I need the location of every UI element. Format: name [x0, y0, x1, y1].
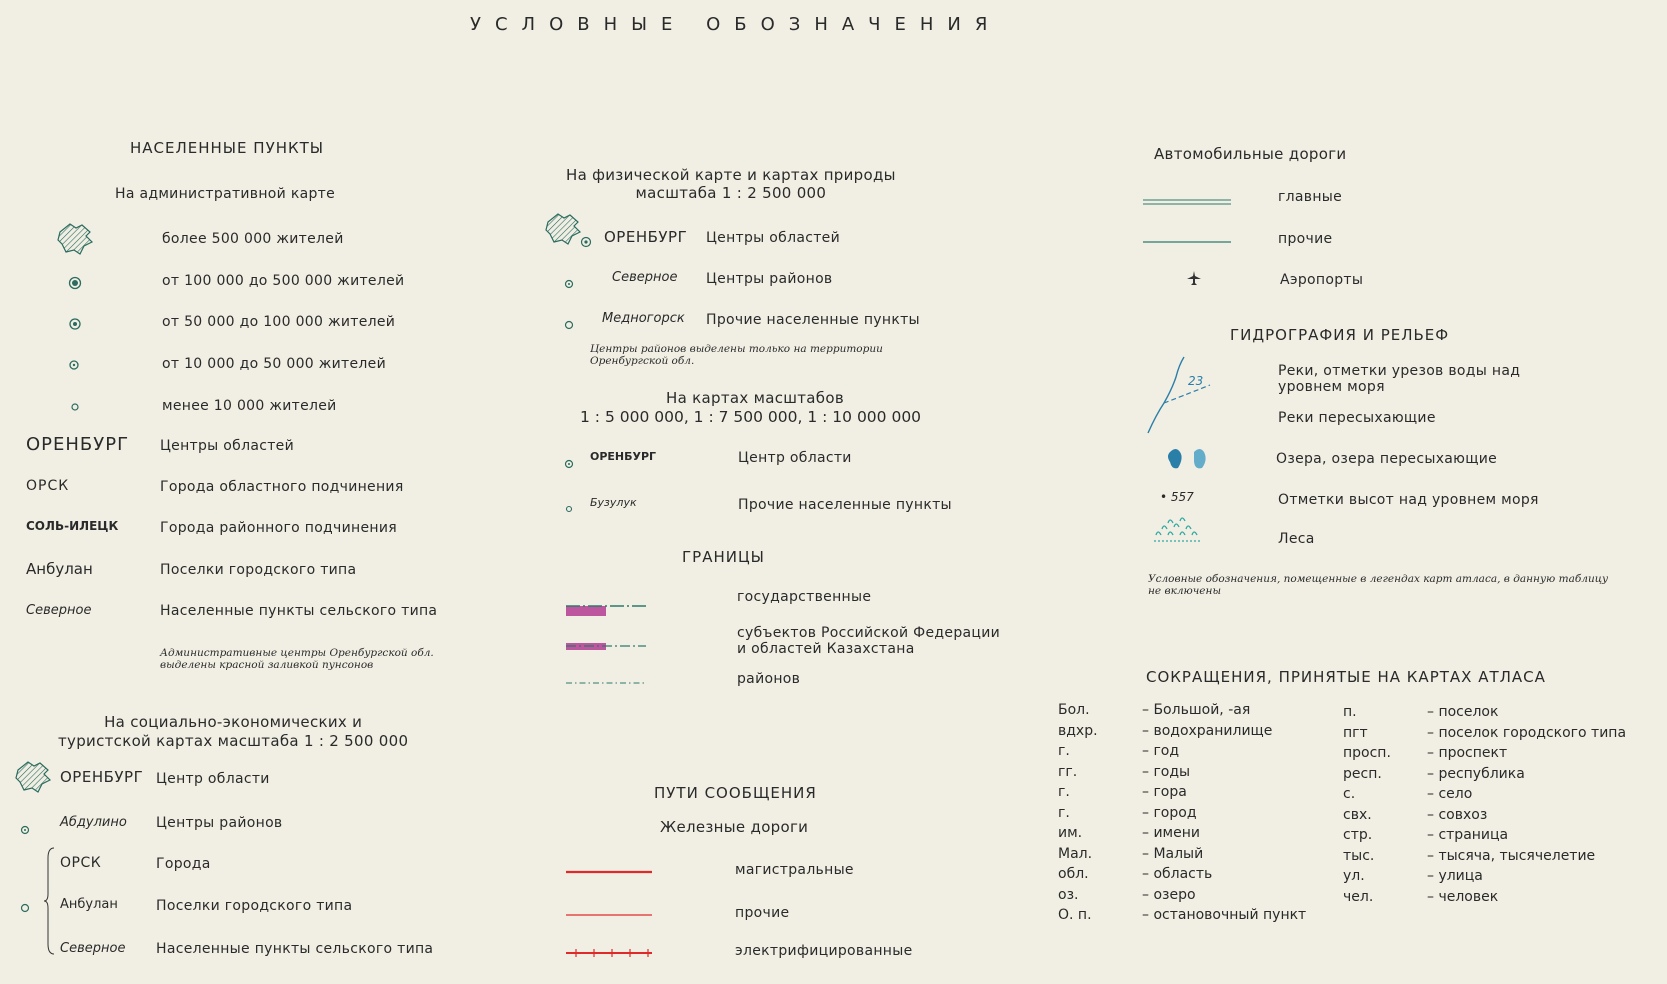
- socio-label: Населенные пункты сельского типа: [156, 941, 434, 957]
- phys-district-icon: [564, 279, 574, 289]
- scale-label: Центр области: [738, 450, 852, 466]
- roads-heading: Автомобильные дороги: [1154, 145, 1347, 163]
- scale-label: Прочие населенные пункты: [738, 497, 952, 513]
- abbr-value: – поселок: [1427, 704, 1499, 720]
- hydro-label: Озера, озера пересыхающие: [1276, 451, 1498, 467]
- name-label: Города областного подчинения: [160, 479, 404, 495]
- socio-sample: ОРСК: [60, 855, 102, 871]
- abbr-value: – село: [1427, 786, 1473, 802]
- socio-bracket: [46, 846, 56, 956]
- abbr-value: – остановочный пункт: [1142, 907, 1307, 923]
- other-rail-icon: [566, 913, 656, 917]
- rail-heading: Железные дороги: [660, 818, 809, 836]
- page-title: УСЛОВНЫЕ ОБОЗНАЧЕНИЯ: [470, 14, 1002, 35]
- abbr-key: им.: [1058, 825, 1083, 841]
- abbr-value: – улица: [1427, 868, 1483, 884]
- city-100k-icon: [68, 276, 82, 290]
- phys-oblast-dot-icon: [580, 236, 592, 248]
- admin-note: Административные центры Оренбургской обл. выделены красной заливкой пунсонов: [160, 647, 434, 671]
- socio-settlement-icon: [20, 903, 30, 913]
- road-label: Аэропорты: [1280, 272, 1364, 288]
- abbr-key: г.: [1058, 804, 1070, 821]
- abbr-key: свх.: [1343, 806, 1372, 823]
- size-label: от 50 000 до 100 000 жителей: [162, 314, 396, 330]
- size-label: от 100 000 до 500 000 жителей: [162, 273, 405, 289]
- abbr-value: – совхоз: [1427, 806, 1488, 823]
- socio-sample: ОРЕНБУРГ: [60, 768, 144, 786]
- abbr-key: респ.: [1343, 765, 1382, 782]
- abbr-value: – страница: [1427, 827, 1509, 843]
- road-label: главные: [1278, 189, 1343, 205]
- district-border-icon: [566, 680, 646, 686]
- abbr-value: – озеро: [1142, 886, 1196, 903]
- main-rail-icon: [566, 870, 656, 874]
- town-10k-icon: [68, 359, 80, 371]
- river-icon: [1146, 355, 1226, 435]
- socio-sample: Северное: [60, 941, 126, 956]
- city-over-500k-icon: [56, 222, 96, 258]
- scale-sample: ОРЕНБУРГ: [590, 450, 657, 463]
- abbr-value: – область: [1142, 866, 1213, 882]
- abbr-key: стр.: [1343, 827, 1373, 843]
- phys-sample: Северное: [612, 270, 678, 285]
- abbr-value: – гора: [1142, 784, 1187, 800]
- rail-label: магистральные: [735, 862, 854, 878]
- abbr-key: Бол.: [1058, 702, 1090, 718]
- lake-icon: [1166, 446, 1212, 472]
- hydro-label: Отметки высот над уровнем моря: [1278, 492, 1539, 508]
- phys-settlement-icon: [564, 320, 574, 330]
- abbr-key: г.: [1058, 784, 1070, 800]
- subject-border-icon: [566, 640, 646, 654]
- socio-label: Центр области: [156, 771, 270, 787]
- abbr-value: – человек: [1427, 888, 1499, 905]
- forest-icon: [1152, 515, 1202, 543]
- abbr-key: просп.: [1343, 745, 1391, 761]
- abbr-value: – Большой, -ая: [1142, 702, 1251, 718]
- abbr-key: гг.: [1058, 763, 1078, 780]
- abbr-key: ул.: [1343, 868, 1365, 884]
- rail-label: электрифицированные: [735, 943, 913, 959]
- hydro-heading: ГИДРОГРАФИЯ И РЕЛЬЕФ: [1230, 326, 1450, 344]
- sample-district-city: СОЛЬ-ИЛЕЦК: [26, 519, 119, 533]
- scale-values: 1 : 5 000 000, 1 : 7 500 000, 1 : 10 000 000: [580, 408, 922, 426]
- name-label: Поселки городского типа: [160, 562, 357, 578]
- socio-label: Центры районов: [156, 815, 283, 831]
- sample-oblast-city: ОРСК: [26, 478, 70, 494]
- name-label: Центры областей: [160, 438, 294, 454]
- border-label: субъектов Российской Федерации и областей Казахстана: [737, 625, 1001, 657]
- settlements-heading: НАСЕЛЕННЫЕ ПУНКТЫ: [130, 139, 325, 157]
- abbr-key: с.: [1343, 786, 1356, 802]
- electric-rail-icon: [566, 948, 656, 958]
- other-road-icon: [1143, 240, 1233, 244]
- abbr-value: – поселок городского типа: [1427, 724, 1627, 741]
- abbr-key: г.: [1058, 743, 1070, 759]
- river-mark: 23: [1188, 374, 1204, 388]
- transport-heading: ПУТИ СООБЩЕНИЯ: [654, 784, 817, 802]
- rail-label: прочие: [735, 905, 790, 921]
- abbr-key: О. п.: [1058, 907, 1092, 923]
- borders-heading: ГРАНИЦЫ: [682, 548, 765, 566]
- abbr-value: – годы: [1142, 763, 1191, 780]
- phys-label: Прочие населенные пункты: [706, 312, 920, 328]
- abbr-value: – тысяча, тысячелетие: [1427, 847, 1596, 864]
- abbr-key: тыс.: [1343, 847, 1375, 864]
- abbr-value: – проспект: [1427, 745, 1508, 761]
- size-label: от 10 000 до 50 000 жителей: [162, 356, 386, 372]
- abbr-value: – город: [1142, 804, 1197, 821]
- socio-sample: Анбулан: [60, 897, 118, 912]
- height-mark: • 557: [1160, 490, 1194, 504]
- phys-sample: ОРЕНБУРГ: [604, 228, 688, 246]
- abbr-value: – имени: [1142, 825, 1200, 841]
- abbr-key: оз.: [1058, 886, 1079, 903]
- road-label: прочие: [1278, 231, 1333, 247]
- phys-oblast-city-icon: [544, 212, 584, 248]
- socio-sample: Абдулино: [60, 815, 127, 830]
- socio-label: Поселки городского типа: [156, 898, 353, 914]
- state-border-icon: [566, 600, 646, 618]
- socio-label: Города: [156, 856, 211, 872]
- scale-heading: На картах масштабов: [666, 389, 844, 407]
- socio-oblast-city-icon: [14, 760, 54, 796]
- abbr-key: чел.: [1343, 888, 1374, 905]
- abbr-key: Мал.: [1058, 845, 1093, 862]
- phys-label: Центры районов: [706, 271, 833, 287]
- abbr-key: пгт: [1343, 724, 1368, 741]
- name-label: Города районного подчинения: [160, 520, 397, 536]
- village-icon: [70, 402, 80, 412]
- socio-district-icon: [20, 825, 30, 835]
- hydro-label: Леса: [1278, 531, 1315, 547]
- border-label: районов: [737, 671, 801, 687]
- city-50k-icon: [68, 317, 82, 331]
- scale-settlement-icon: [565, 505, 573, 513]
- sample-urban-settlement: Анбулан: [26, 560, 93, 578]
- hydro-note: Условные обозначения, помещенные в легендах карт атласа, в данную таблицу не включены: [1148, 573, 1609, 597]
- border-label: государственные: [737, 589, 872, 605]
- name-label: Населенные пункты сельского типа: [160, 603, 438, 619]
- sample-rural-settlement: Северное: [26, 603, 92, 618]
- scale-oblast-icon: [564, 459, 574, 469]
- sample-oblast-center: ОРЕНБУРГ: [26, 434, 130, 455]
- socio-heading: На социально-экономических и туристской картах масштаба 1 : 2 500 000: [58, 713, 409, 750]
- main-road-icon: [1143, 198, 1233, 206]
- phys-label: Центры областей: [706, 230, 840, 246]
- scale-sample: Бузулук: [590, 496, 637, 509]
- phys-heading: На физической карте и картах природы масштаба 1 : 2 500 000: [566, 166, 896, 202]
- airport-icon: [1186, 270, 1202, 286]
- abbr-key: п.: [1343, 704, 1357, 720]
- abbr-key: обл.: [1058, 866, 1089, 882]
- size-label: более 500 000 жителей: [162, 231, 344, 247]
- size-label: менее 10 000 жителей: [162, 398, 337, 414]
- hydro-label: Реки пересыхающие: [1278, 410, 1436, 426]
- abbr-key: вдхр.: [1058, 722, 1098, 739]
- admin-map-subheading: На административной карте: [115, 186, 336, 202]
- phys-sample: Медногорск: [602, 311, 685, 326]
- abbr-value: – республика: [1427, 765, 1525, 782]
- abbr-heading: СОКРАЩЕНИЯ, ПРИНЯТЫЕ НА КАРТАХ АТЛАСА: [1146, 668, 1546, 686]
- phys-note: Центры районов выделены только на территории Оренбургской обл.: [590, 343, 883, 367]
- hydro-label: Реки, отметки урезов воды над уровнем моря: [1278, 363, 1521, 395]
- abbr-value: – год: [1142, 743, 1180, 759]
- abbr-value: – Малый: [1142, 845, 1204, 862]
- abbr-value: – водохранилище: [1142, 722, 1273, 739]
